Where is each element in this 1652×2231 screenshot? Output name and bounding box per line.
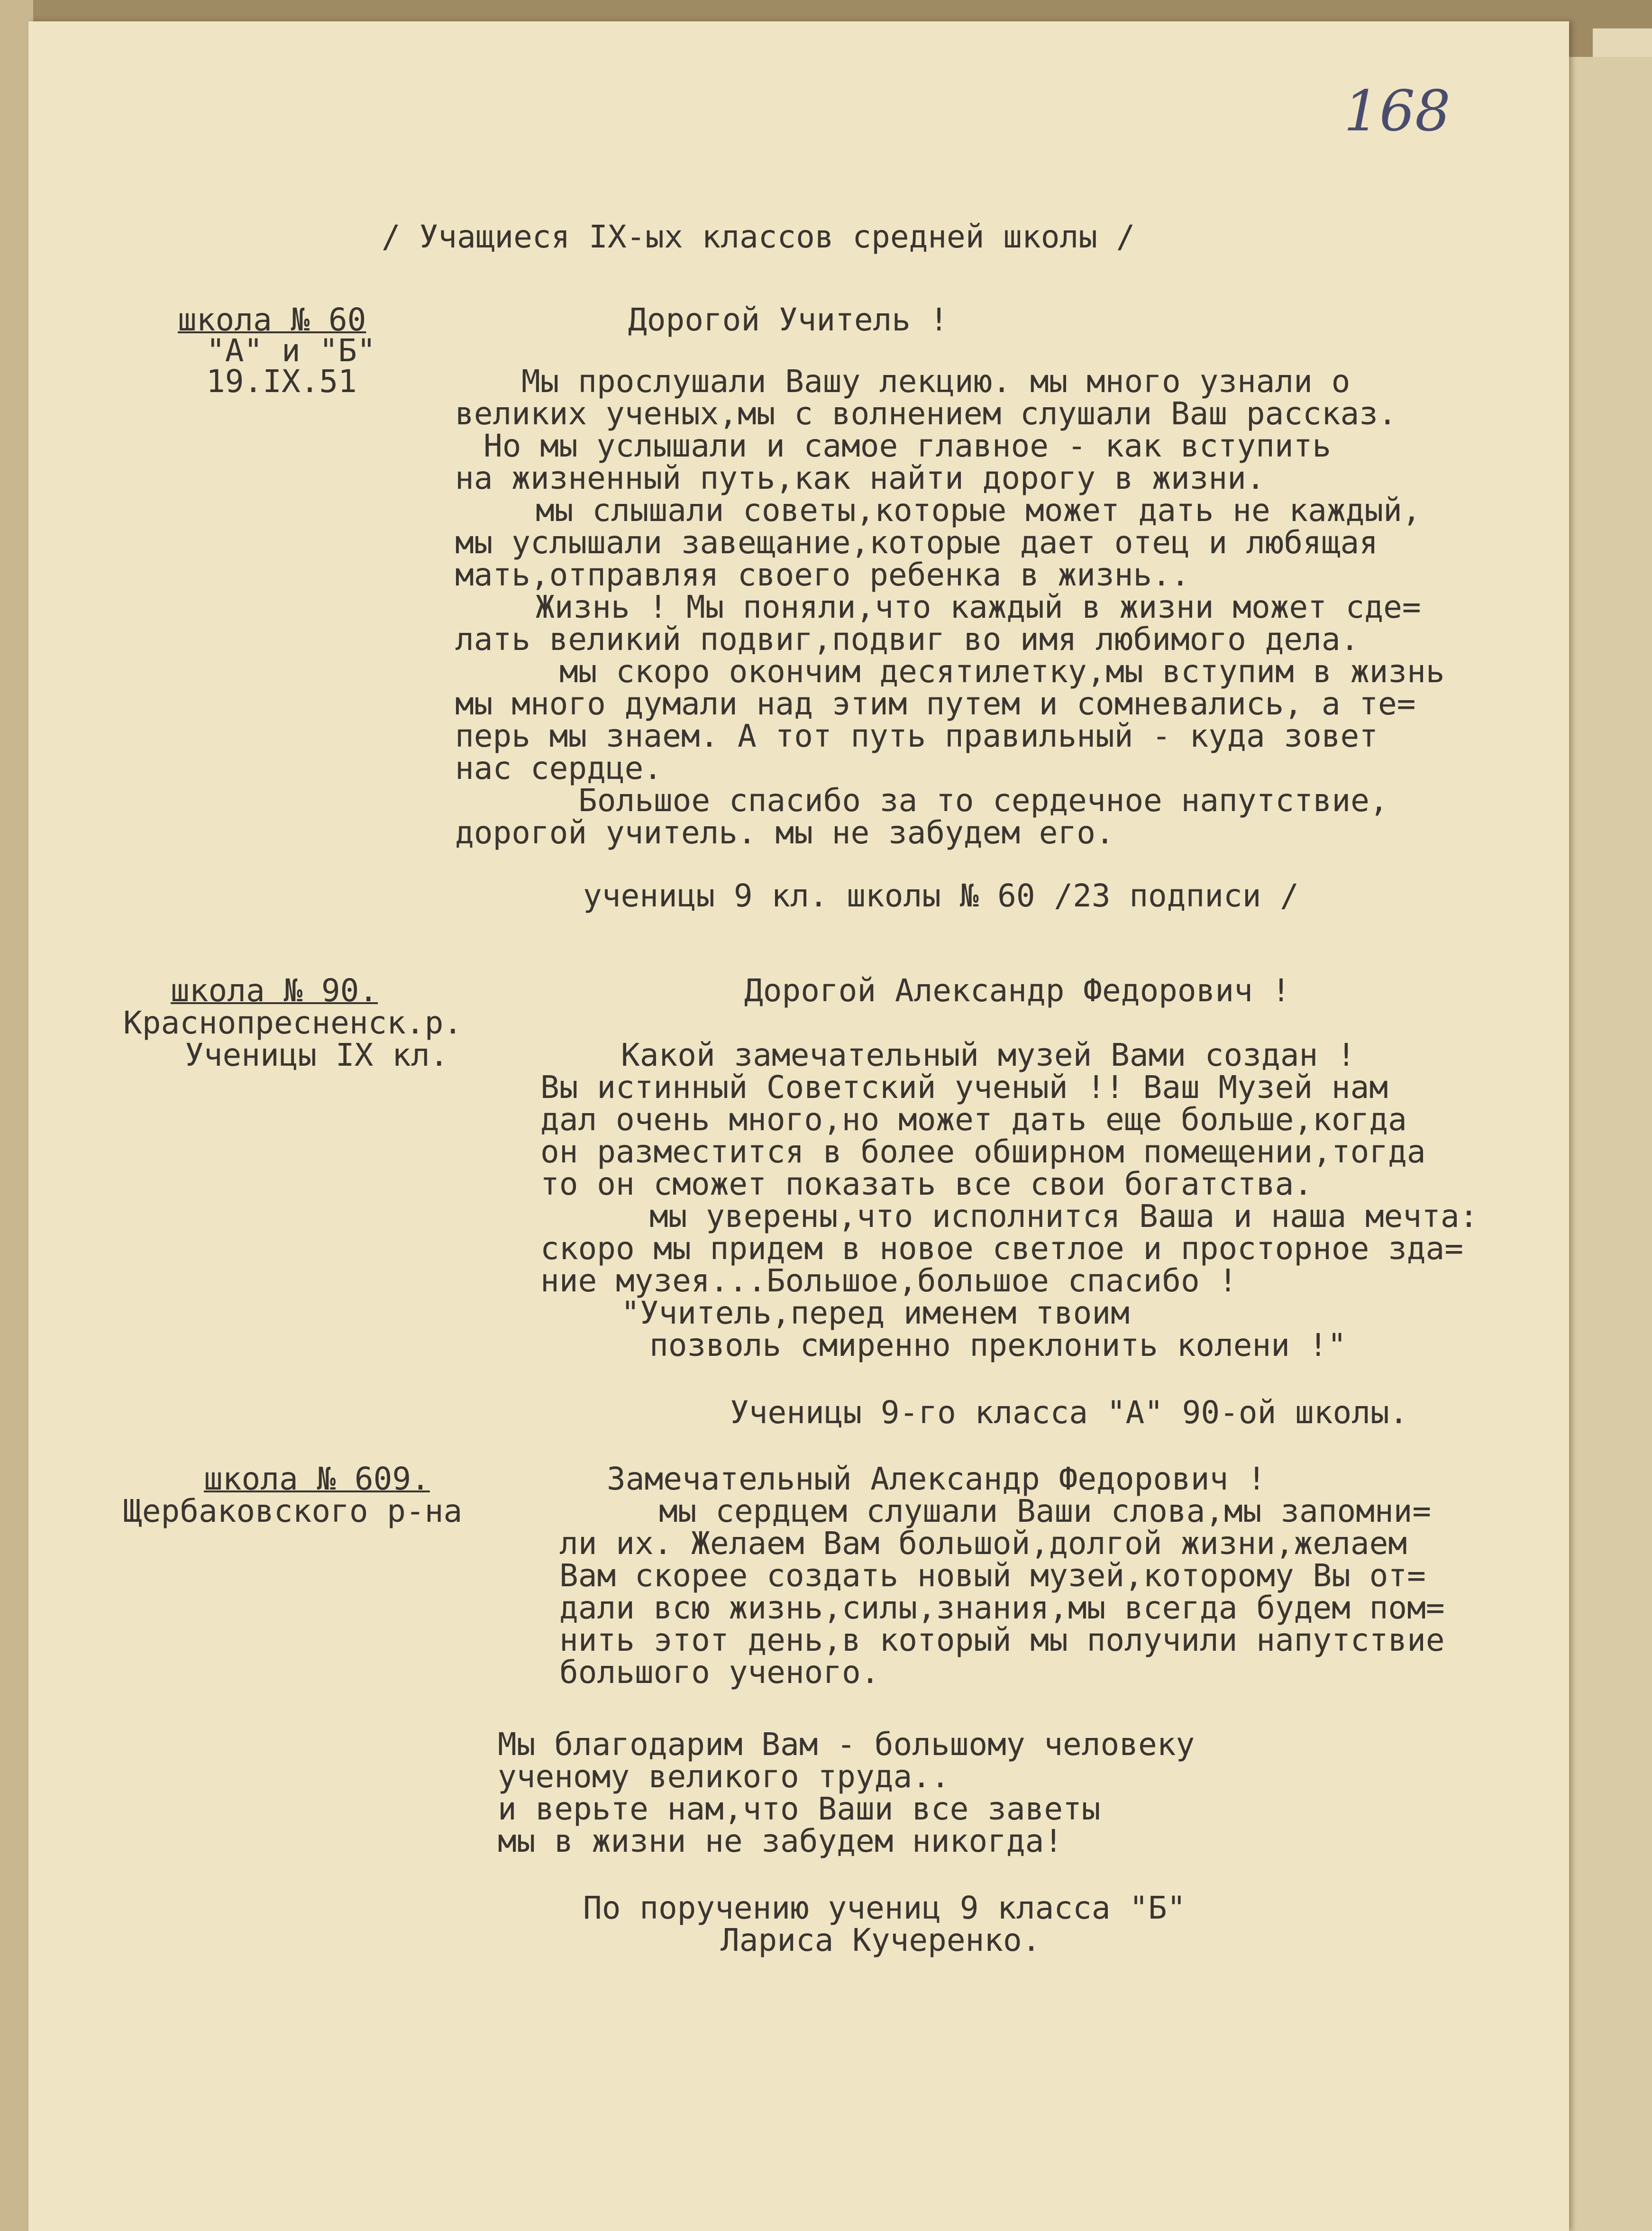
letter-line: "Учитель,перед именем твоим — [621, 1295, 1130, 1331]
letter-line: скоро мы придем в новое светлое и просторное зда= — [540, 1230, 1464, 1267]
letter-line: мы уверены,что исполнится Ваша и наша мечта: — [649, 1198, 1479, 1234]
letter-line: мы сердцем слушали Ваши слова,мы запомни= — [659, 1493, 1432, 1529]
letter-line: то он сможет показать все свои богатства. — [540, 1166, 1313, 1202]
background-sheet — [1560, 57, 1652, 2231]
school-district: Щербаковского р-на — [123, 1493, 463, 1529]
letter-line: он разместится в более обширном помещении,тогда — [540, 1134, 1426, 1170]
letter-line: дал очень много,но может дать еще больше,когда — [540, 1101, 1407, 1138]
letter-line: Мы прослушали Вашу лекцию. мы много узнали о — [521, 363, 1351, 400]
greeting: Замечательный Александр Федорович ! — [607, 1461, 1266, 1497]
letter-line: нить этот день,в который мы получили напутствие — [559, 1622, 1445, 1658]
letter-line: дали всю жизнь,силы,знания,мы всегда будем пом= — [559, 1590, 1445, 1626]
letter-line: лать великий подвиг,подвиг во имя любимого дела. — [455, 621, 1360, 658]
letter-line: большого ученого. — [559, 1654, 880, 1691]
school-name: школа № 609. — [204, 1461, 430, 1497]
verse-line: и верьте нам,что Ваши все заветы — [498, 1791, 1101, 1827]
letter-line: перь мы знаем. А тот путь правильный - куда зовет — [455, 718, 1378, 754]
letter-line: мы много думали над этим путем и сомневались, а те= — [455, 686, 1416, 722]
folio-number: 168 — [1343, 78, 1451, 144]
letter-line: мать,отправляя своего ребенка в жизнь.. — [455, 557, 1190, 593]
signature: ученицы 9 кл. школы № 60 /23 подписи / — [583, 878, 1299, 914]
letter-line: великих ученых,мы с волнением слушали Ваш рассказ. — [455, 395, 1397, 432]
letter-line: мы услышали завещание,которые дает отец и любящая — [455, 524, 1378, 561]
document-page — [28, 21, 1569, 2231]
letter-line: позволь смиренно преклонить колени !" — [649, 1327, 1347, 1363]
letter-line: дорогой учитель. мы не забудем его. — [455, 814, 1114, 851]
letter-line: Но мы услышали и самое главное - как вступить — [484, 428, 1332, 464]
verse-line: ученому великого труда.. — [498, 1758, 950, 1795]
greeting: Дорогой Александр Федорович ! — [744, 972, 1291, 1009]
heading: / Учащиеся IX-ых классов средней школы / — [382, 219, 1135, 255]
signature: Ученицы 9-го класса "А" 90-ой школы. — [730, 1394, 1408, 1431]
letter-line: Какой замечательный музей Вами создан ! — [621, 1037, 1356, 1073]
signature-name: Лариса Кучеренко. — [721, 1922, 1041, 1958]
letter-line: на жизненный путь,как найти дорогу в жизни. — [455, 460, 1265, 496]
letter-line: Большое спасибо за то сердечное напутствие, — [578, 782, 1388, 819]
school-district: Краснопресненск.р. — [123, 1005, 463, 1041]
letter-line: Вы истинный Советский ученый !! Ваш Музей нам — [540, 1069, 1388, 1106]
letter-date: 19.IX.51 — [206, 363, 357, 400]
verse-line: мы в жизни не забудем никогда! — [498, 1823, 1063, 1859]
letter-line: ли их. Желаем Вам большой,долгой жизни,желаем — [559, 1525, 1407, 1562]
signature: По поручению учениц 9 класса "Б" — [583, 1890, 1186, 1926]
letter-line: ние музея...Большое,большое спасибо ! — [540, 1262, 1238, 1299]
greeting: Дорогой Учитель ! — [628, 302, 949, 338]
verse-line: Мы благодарим Вам - большому человеку — [498, 1726, 1195, 1763]
letter-line: нас сердце. — [455, 750, 663, 786]
letter-line: мы скоро окончим десятилетку,мы вступим в жизнь — [559, 653, 1445, 690]
school-name: школа № 60 — [178, 302, 366, 338]
school-name: школа № 90. — [171, 972, 378, 1009]
school-classes: "А" и "Б" — [206, 332, 376, 369]
school-classes: Ученицы IX кл. — [185, 1037, 449, 1073]
letter-line: мы слышали советы,которые может дать не каждый, — [536, 492, 1421, 529]
letter-line: Жизнь ! Мы поняли,что каждый в жизни может сде= — [536, 589, 1421, 625]
letter-line: Вам скорее создать новый музей,которому Вы от= — [559, 1557, 1426, 1594]
